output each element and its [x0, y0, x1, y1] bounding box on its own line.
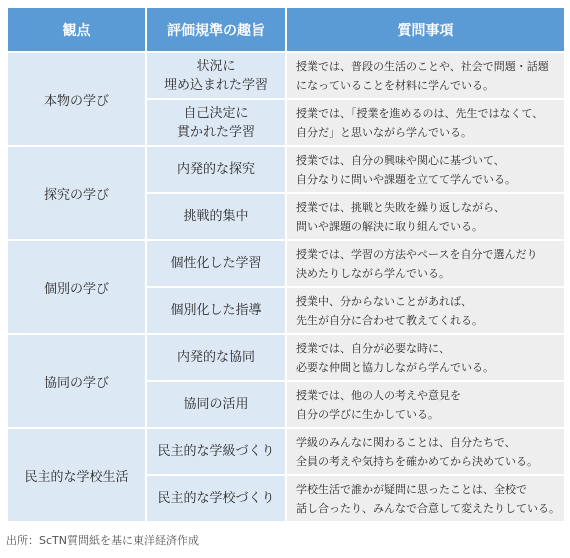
criteria-line: 個別化した指導 [170, 303, 262, 318]
header-aspect: 観点 [7, 7, 146, 52]
question-line: 自分なりに問いや課題を立てて学んでいる。 [296, 172, 516, 186]
aspect-cell: 協同の学び [7, 334, 146, 428]
question-line: 先生が自分に合わせて教えてくれる。 [296, 313, 483, 327]
evaluation-table [6, 6, 566, 523]
question-line: になっていることを材料に学んでいる。 [296, 78, 494, 92]
question-line: 全員の考えや気持ちを確かめてから決めている。 [296, 454, 538, 468]
criteria-cell [146, 240, 286, 287]
evaluation-table-container [6, 6, 564, 523]
aspect-cell: 探究の学び [7, 146, 146, 240]
source-footnote: 出所：ScTN質問紙を基に東洋経済作成 [6, 534, 199, 547]
question-line: 必要な仲間と協力しながら学んでいる。 [296, 360, 494, 374]
table-row [7, 146, 565, 193]
table-row [7, 52, 565, 99]
question-cell [286, 334, 565, 381]
criteria-line: 内発的な協同 [176, 350, 255, 365]
criteria-line: 貫かれた学習 [176, 124, 255, 140]
question-cell [286, 428, 565, 475]
question-line: 授業では、普段の生活のことや、社会で問題・話題 [296, 59, 549, 73]
question-line: 話し合ったり、みんなで合意して変えたりしている。 [296, 501, 560, 515]
question-cell [286, 287, 565, 334]
criteria-cell [146, 381, 286, 428]
criteria-cell [146, 99, 286, 146]
question-line: 授業では、他の人の考えや意見を [296, 388, 461, 402]
table-row [7, 240, 565, 287]
question-line: 授業では、自分が必要な時に、 [296, 341, 450, 355]
criteria-line: 埋め込まれた学習 [163, 77, 268, 93]
question-line: 問いや課題の解決に取り組んでいる。 [296, 219, 483, 233]
question-cell [286, 193, 565, 240]
question-line: 授業では、「授業を進めるのは、先生ではなくて、 [296, 106, 544, 120]
criteria-line: 協同の活用 [183, 397, 249, 412]
question-line: 授業では、自分の興味や関心に基づいて、 [296, 153, 505, 167]
question-line: 決めたりしながら学んでいる。 [296, 266, 450, 280]
question-line: 授業では、学習の方法やペースを自分で選んだり [296, 247, 538, 261]
table-body [7, 52, 565, 522]
question-line: 学校生活で誰かが疑問に思ったことは、全校で [296, 482, 527, 496]
criteria-cell [146, 428, 286, 475]
table-row [7, 334, 565, 381]
table-row [7, 428, 565, 475]
criteria-cell [146, 52, 286, 99]
question-cell [286, 99, 565, 146]
header-criteria: 評価規準の趣旨 [146, 7, 286, 52]
question-cell [286, 240, 565, 287]
criteria-line: 状況に [196, 58, 236, 74]
table-header-row [7, 7, 565, 52]
aspect-cell: 本物の学び [7, 52, 146, 146]
question-cell [286, 475, 565, 522]
criteria-line: 自己決定に [183, 105, 249, 121]
question-line: 自分の学びに生かしている。 [296, 407, 439, 421]
criteria-cell [146, 193, 286, 240]
criteria-line: 挑戦的集中 [183, 209, 249, 224]
question-cell [286, 146, 565, 193]
question-cell [286, 381, 565, 428]
header-question: 質問事項 [286, 7, 565, 52]
criteria-line: 民主的な学校づくり [157, 491, 275, 506]
criteria-cell [146, 475, 286, 522]
aspect-cell: 個別の学び [7, 240, 146, 334]
criteria-cell [146, 334, 286, 381]
question-line: 学級のみんなに関わることは、自分たちで、 [296, 435, 516, 449]
question-cell [286, 52, 565, 99]
aspect-cell: 民主的な学校生活 [7, 428, 146, 522]
criteria-line: 個性化した学習 [170, 256, 262, 271]
question-line: 授業では、挑戦と失敗を繰り返しながら、 [296, 200, 505, 214]
question-line: 自分だ」と思いながら学んでいる。 [296, 125, 472, 139]
criteria-cell [146, 287, 286, 334]
criteria-line: 民主的な学級づくり [157, 444, 275, 459]
criteria-cell [146, 146, 286, 193]
question-line: 授業中、分からないことがあれば、 [296, 294, 472, 308]
criteria-line: 内発的な探究 [176, 162, 255, 177]
